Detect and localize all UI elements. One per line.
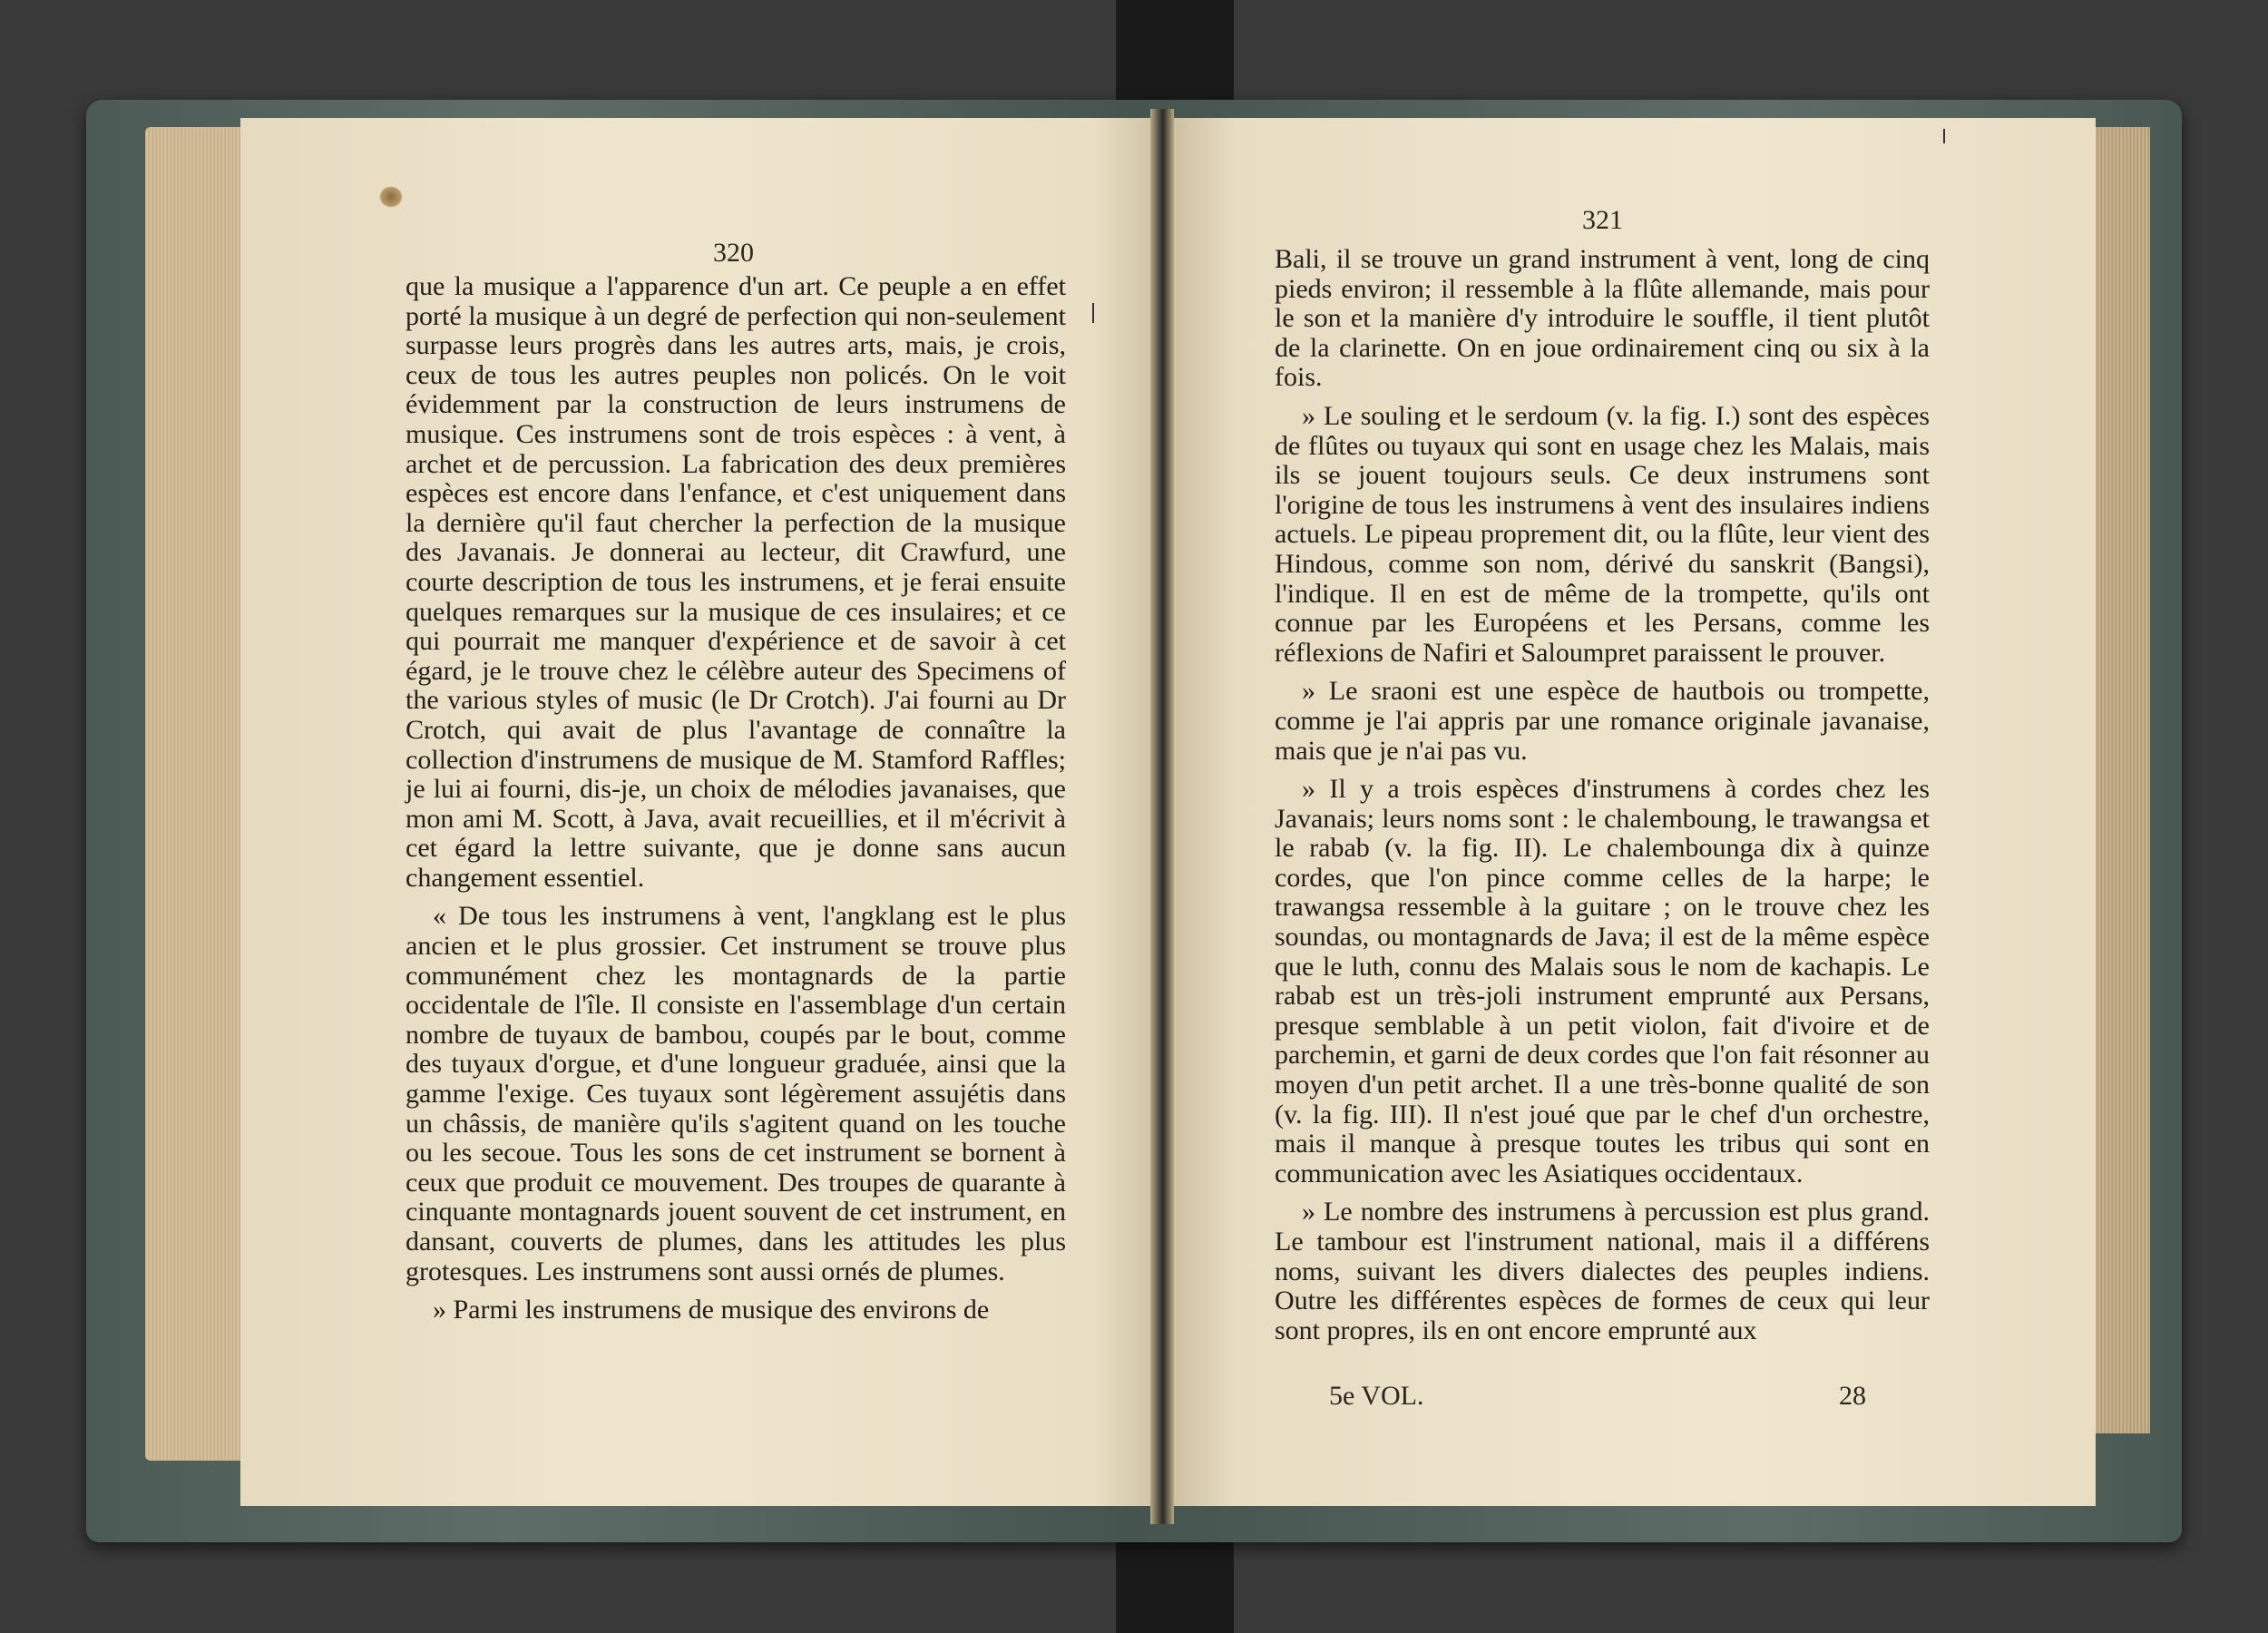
signature-mark: 5e VOL. [1329, 1381, 1424, 1411]
page-number-right: 321 [1582, 205, 1623, 235]
paragraph: » Il y a trois espèces d'instrumens à cordes chez les Javanais; leurs noms sont : le chalemboung, le trawangsa et le rabab (v. la fig. II). Le chalembounga dix à quinze cordes, que l'on pince comme celles de la harpe; le trawangsa ressemble à la guitare ; on le trouve chez les soundas, ou montagnards de Java; il est de la même espèce que le luth, connu des Malais sous le nom de kachapis. Le rabab est un très-joli instrument emprunté aux Persans, presque semblable à un petit violon, fait d'ivoire et de parchemin, et garni de deux cordes que l'on fait résonner au moyen d'un petit archet. Il a une très-bonne qualité de son (v. la fig. III). Il n'est joué que par le chef d'un orchestre, mais il manque à presque toutes les tribus qui sont en communication avec les Asiatiques occidentaux. [1275, 774, 1930, 1188]
paragraph: que la musique a l'apparence d'un art. Ce peuple a en effet porté la musique à un degré de perfection qui non-seulement surpasse leurs progrès dans les autres arts, mais, je crois, ceux de tous les autres peuples non policés. On le voit évidemment par la construction de leurs instrumens de musique. Ces instrumens sont de trois espèces : à vent, à archet et de percussion. La fabrication des deux premières espèces est encore dans l'enfance, et c'est uniquement dans la dernière qu'il faut chercher la perfection de la musique des Javanais. Je donnerai au lecteur, dit Crawfurd, une courte description de tous les instrumens, et je ferai ensuite quelques remarques sur la musique de ces insulaires; et ce qui pourrait me manquer d'expérience et de savoir à cet égard, je le trouve chez le célèbre auteur des Specimens of the various styles of music (le Dr Crotch). J'ai fourni au Dr Crotch, qui avait de plus l'avantage de connaître la collection d'instrumens de musique de M. Stamford Raffles; je lui ai fourni, dis-je, un choix de mélodies javanaises, que mon ami M. Scott, à Java, avait recueillies, et il m'écrivit à cet égard la lettre suivante, que je donne sans aucun changement essentiel. [406, 271, 1066, 893]
book-gutter [1150, 109, 1174, 1524]
right-page-body [1275, 245, 1930, 1354]
paper-stain [379, 186, 403, 208]
page-number-left: 320 [713, 238, 754, 268]
margin-mark-right [1943, 129, 1945, 143]
paragraph: » Le sraoni est une espèce de hautbois ou trompette, comme je l'ai appris par une romance originale javanaise, mais que je n'ai pas vu. [1275, 676, 1930, 766]
left-page-body [406, 272, 1066, 1335]
gathering-number: 28 [1839, 1381, 1866, 1411]
page-edges-left [145, 127, 254, 1461]
paragraph: » Le souling et le serdoum (v. la fig. I.) sont des espèces de flûtes ou tuyaux qui sont en usage chez les Malais, mais ils se jouent toujours seuls. Ce deux instrumens sont l'origine de tous les instrumens à vent des insulaires indiens actuels. Le pipeau proprement dit, ou la flûte, leur vient des Hindous, comme son nom, dérivé du sanskrit (Bangsi), l'indique. Il en est de même de la trompette, qu'ils ont connue par les Européens et les Persans, comme les réflexions de Nafiri et Saloumpret paraissent le prouver. [1275, 400, 1930, 668]
paragraph: » Parmi les instrumens de musique des environs de [433, 1295, 990, 1325]
margin-mark-left [1092, 303, 1094, 323]
paragraph: » Le nombre des instrumens à percussion est plus grand. Le tambour est l'instrument national, mais il a différens noms, suivant les divers dialectes des peuples indiens. Outre les différentes espèces de formes de ceux qui leur sont propres, ils en ont encore emprunté aux [1275, 1197, 1930, 1345]
paragraph: Bali, il se trouve un grand instrument à vent, long de cinq pieds environ; il ressemble à la flûte allemande, mais pour le son et la manière d'y introduire le souffle, il tient plutôt de la clarinette. On en joue ordinairement cinq ou six à la fois. [1275, 244, 1930, 393]
page-edges-right [2087, 127, 2150, 1433]
paragraph: « De tous les instrumens à vent, l'angklang est le plus ancien et le plus grossier. Cet instrument se trouve plus communément chez les montagnards de la partie occidentale de l'île. Il consiste en l'assemblage d'un certain nombre de tuyaux de bambou, coupés par le bout, comme des tuyaux d'orgue, et d'une longueur graduée, ainsi que la gamme l'exige. Ces tuyaux sont légèrement assujétis dans un châssis, de manière qu'ils s'agitent quand on les touche ou les secoue. Tous les sons de cet instrument se bornent à ceux que produit ce mouvement. Des troupes de quarante à cinquante montagnards jouent souvent de cet instrument, en dansant, couverts de plumes, dans les attitudes les plus grotesques. Les instrumens sont aussi ornés de plumes. [406, 901, 1066, 1286]
